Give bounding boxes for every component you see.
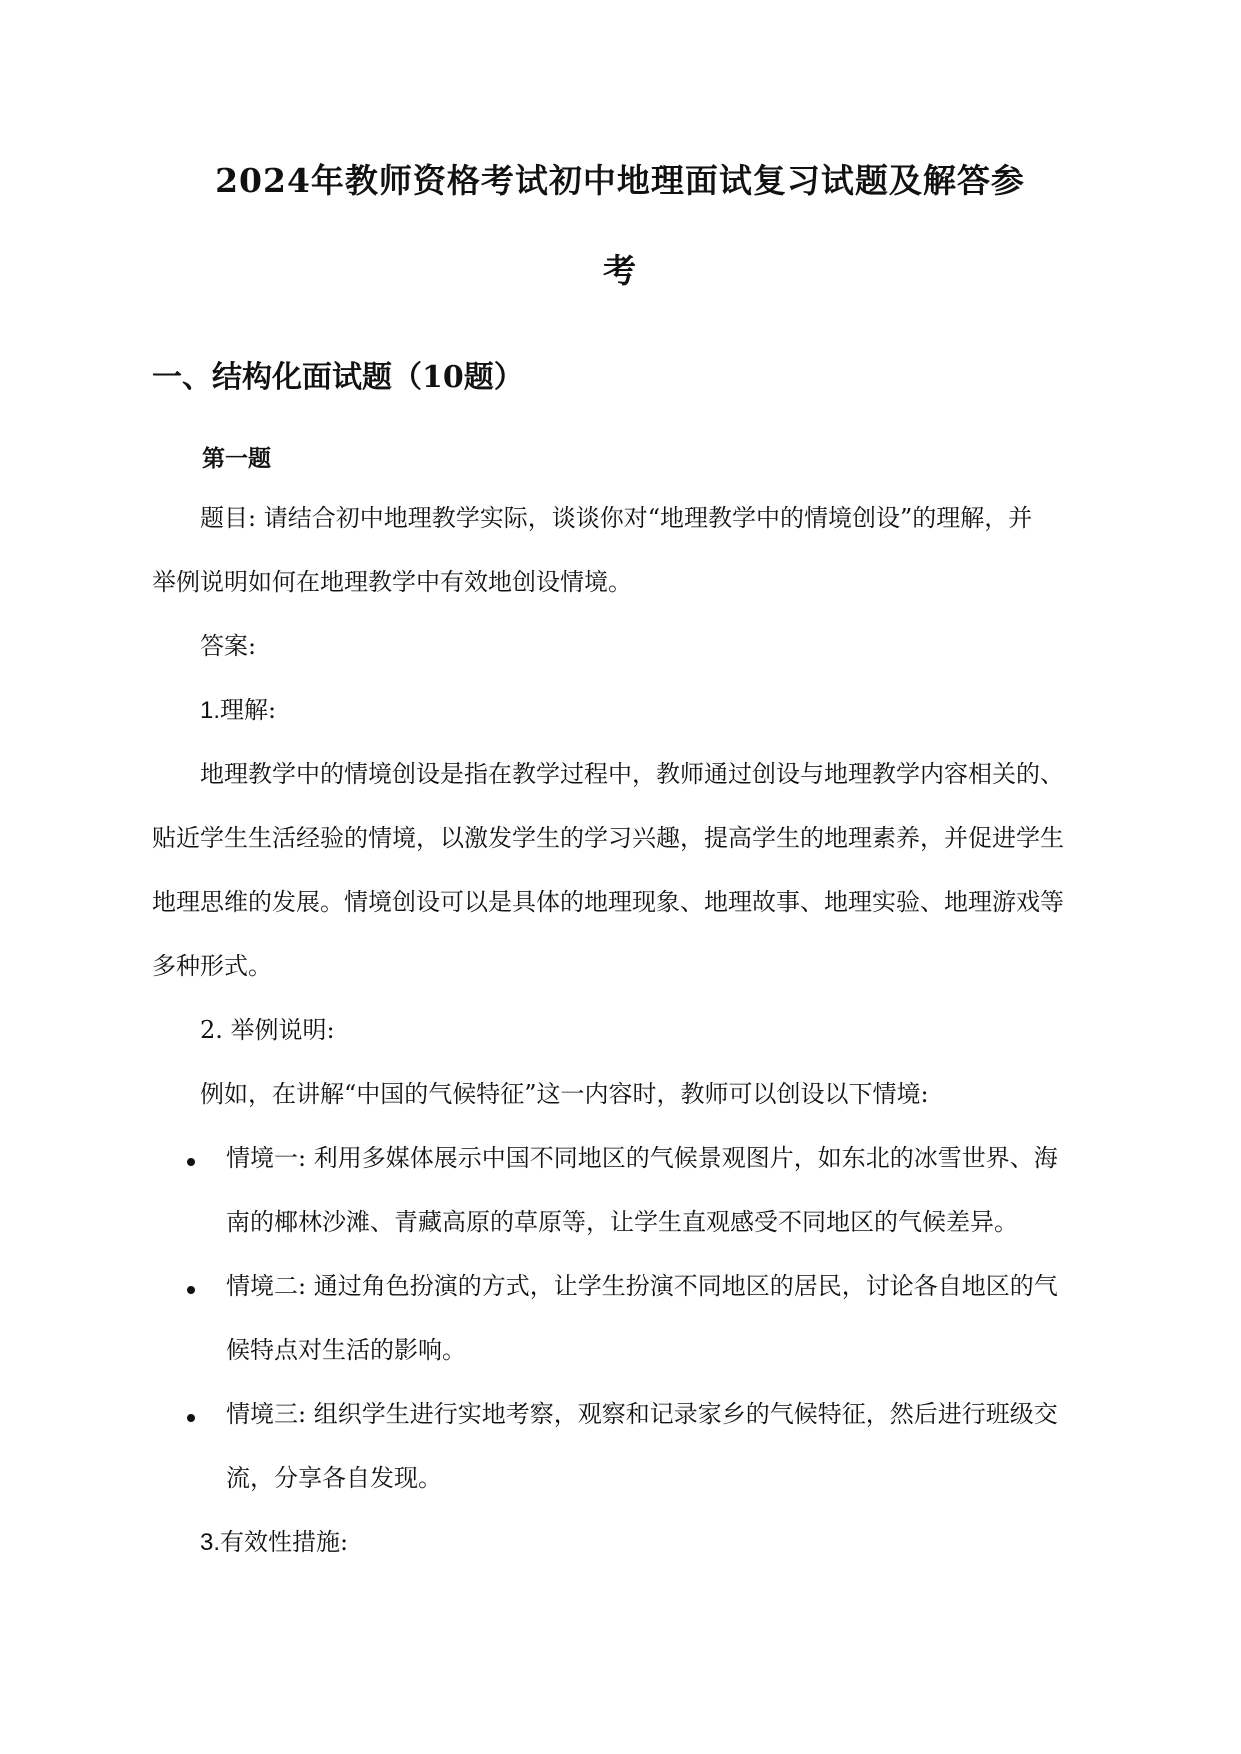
point-3-number: 3. <box>200 1529 221 1556</box>
point-1-paragraph-line-3: 地理思维的发展。情境创设可以是具体的地理现象、地理故事、地理实验、地理游戏等 <box>152 888 1064 916</box>
point-1-label: 理解: <box>220 696 277 724</box>
bullet-1-line-1: 情境一: 利用多媒体展示中国不同地区的气候景观图片，如东北的冰雪世界、海 <box>226 1144 1058 1172</box>
question-text-line-2: 举例说明如何在地理教学中有效地创设情境。 <box>152 568 632 596</box>
question-text-line-1: 题目: 请结合初中地理教学实际，谈谈你对“地理教学中的情境创设”的理解，并 <box>200 504 1033 532</box>
document-title-line-1: 2024年教师资格考试初中地理面试复习试题及解答参 <box>215 161 1025 200</box>
point-1-paragraph-line-2: 贴近学生生活经验的情境，以激发学生的学习兴趣，提高学生的地理素养，并促进学生 <box>152 824 1064 852</box>
bullet-2-line-1: 情境二: 通过角色扮演的方式，让学生扮演不同地区的居民，讨论各自地区的气 <box>226 1272 1058 1300</box>
question-heading: 第一题 <box>202 445 271 472</box>
bullet-1-dot <box>187 1158 195 1166</box>
bullet-3-dot <box>187 1414 195 1422</box>
point-2-heading: 2. 举例说明: <box>200 1016 335 1044</box>
point-3-label: 有效性措施: <box>220 1528 349 1556</box>
point-2-intro: 例如，在讲解“中国的气候特征”这一内容时，教师可以创设以下情境: <box>200 1080 929 1108</box>
section-heading: 一、结构化面试题（10题） <box>152 360 524 395</box>
bullet-2-dot <box>187 1286 195 1294</box>
point-1-paragraph-line-4: 多种形式。 <box>152 952 272 980</box>
answer-label: 答案: <box>200 632 257 660</box>
point-1-paragraph-line-1: 地理教学中的情境创设是指在教学过程中，教师通过创设与地理教学内容相关的、 <box>200 760 1064 788</box>
bullet-2-line-2: 候特点对生活的影响。 <box>226 1336 466 1364</box>
point-1-heading <box>200 694 276 727</box>
point-3-heading <box>200 1526 348 1559</box>
bullet-3-line-2: 流，分享各自发现。 <box>226 1464 442 1492</box>
bullet-3-line-1: 情境三: 组织学生进行实地考察，观察和记录家乡的气候特征，然后进行班级交 <box>226 1400 1058 1428</box>
bullet-1-line-2: 南的椰林沙滩、青藏高原的草原等，让学生直观感受不同地区的气候差异。 <box>226 1208 1018 1236</box>
point-1-number: 1. <box>200 697 221 724</box>
document-title-line-2: 考 <box>603 251 637 290</box>
